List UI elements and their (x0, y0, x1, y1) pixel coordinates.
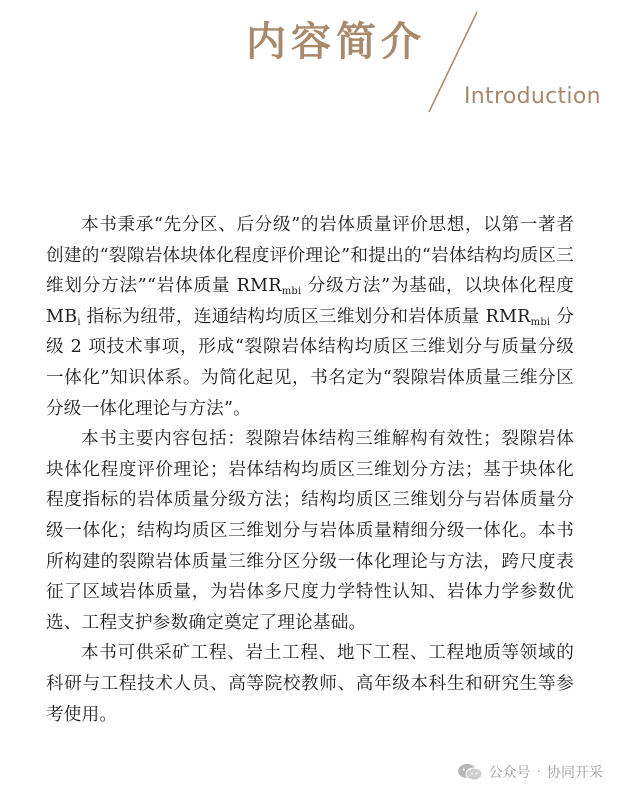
wechat-watermark (457, 762, 603, 782)
introduction-body (46, 210, 574, 730)
watermark-account: 协同开采 (547, 765, 603, 781)
paragraph-3: 本书可供采矿工程、岩土工程、地下工程、工程地质等领域的科研与工程技术人员、高等院校教师、高年级本科生和研究生等参考使用。 (46, 643, 574, 725)
page-title: 内容简介 (246, 18, 426, 65)
watermark-separator: · (536, 764, 541, 780)
watermark-label: 公众号 (488, 765, 531, 781)
wechat-icon (457, 763, 483, 781)
paragraph-1: 本书秉承“先分区、后分级”的岩体质量评价思想，以第一著者创建的“裂隙岩体块体化程度评价理论”和提出的“岩体结构均质区三维划分方法”“岩体质量 $RMR_{mbi}$ 分级方法”为基础，以块体化程度 $MB_i$ 指标为纽带，连通结构均质区三维划分和岩体质量 $RMR_{mbi}$ 分级 2 项技术事项，形成“裂隙岩体结构均质区三维划分与质量分级一体化”知识体系。为简化起见，书名定为“裂隙岩体质量三维分区分级一体化理论与方法”。 (46, 215, 574, 419)
paragraph-2: 本书主要内容包括：裂隙岩体结构三维解构有效性；裂隙岩体块体化程度评价理论；岩体结构均质区三维划分方法；基于块体化程度指标的岩体质量分级方法；结构均质区三维划分与岩体质量分级一体化；结构均质区三维划分与岩体质量精细分级一体化。本书所构建的裂隙岩体质量三维分区分级一体化理论与方法，跨尺度表征了区域岩体质量，为岩体多尺度力学特性认知、岩体力学参数优选、工程支护参数确定奠定了理论基础。 (46, 429, 574, 633)
page-subtitle-english: Introduction (464, 84, 601, 109)
